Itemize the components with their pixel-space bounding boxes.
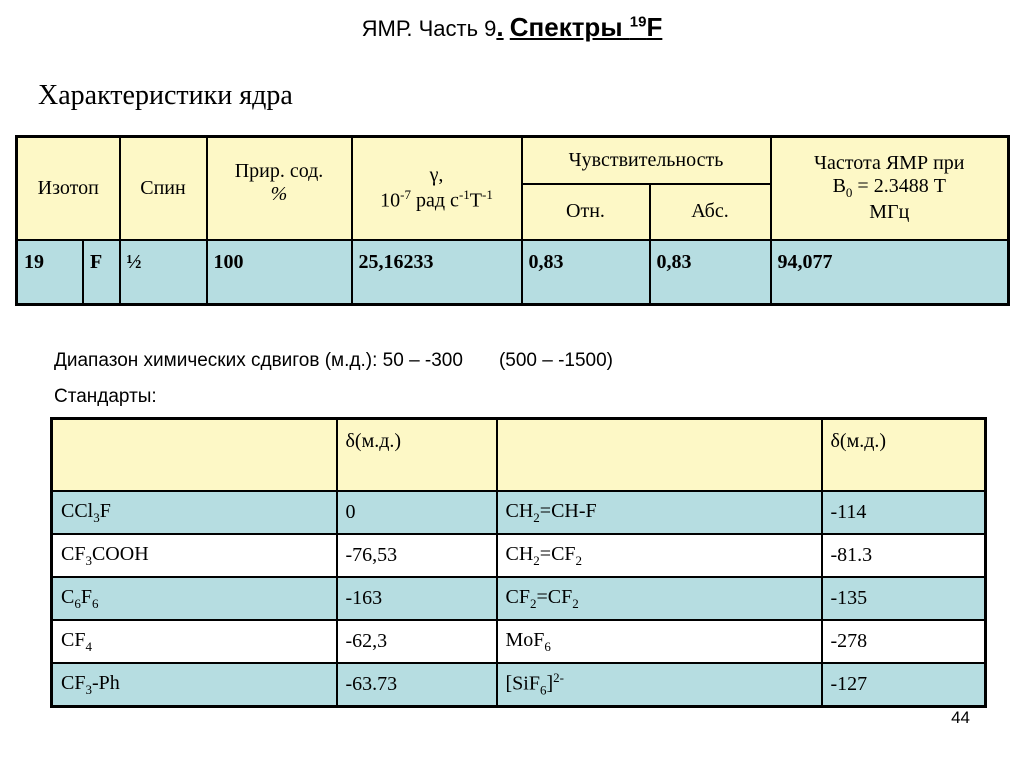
std-shift-1: -62,3: [337, 620, 497, 663]
formula-part: 4: [85, 638, 92, 654]
formula-part: CF: [505, 585, 530, 608]
std-compound-2: [497, 663, 822, 707]
formula-part: MoF: [505, 628, 545, 651]
std-compound-2: [497, 491, 822, 534]
page-number: 44: [951, 708, 970, 727]
formula-part: CF: [61, 628, 86, 651]
std-shift-2: -81.3: [822, 534, 986, 577]
std-shift-2: -127: [822, 663, 986, 707]
formula-part: 3: [93, 509, 100, 525]
formula-part: CF: [61, 542, 86, 565]
cell-gamma: 25,16233: [352, 240, 522, 305]
formula-part: F: [80, 585, 92, 608]
gamma-exp3: -1: [482, 186, 493, 202]
cell-isotope: [17, 240, 120, 305]
table-row: [52, 491, 986, 534]
formula-part: CCl: [61, 499, 94, 522]
gamma-t: Т: [469, 189, 482, 212]
std-header-shift-2: δ(м.д.): [822, 419, 986, 492]
shift-range-label: Диапазон химических сдвигов (м.д.): 50 – -300: [54, 350, 463, 371]
formula-part: COOH: [91, 542, 149, 565]
header-sensitivity-rel: Отн.: [522, 184, 650, 240]
header-sensitivity: Чувствительность: [522, 137, 771, 184]
table-row: [52, 534, 986, 577]
table-row: [52, 577, 986, 620]
formula-part: CH: [505, 542, 534, 565]
cell-rel: 0,83: [522, 240, 650, 305]
gamma-prefix: 10: [380, 189, 401, 212]
formula-part: -Ph: [91, 671, 120, 694]
std-compound-2: [497, 620, 822, 663]
header-frequency-line1: Частота ЯМР при: [814, 152, 965, 175]
formula-part: CH: [505, 499, 534, 522]
std-compound-2: [497, 577, 822, 620]
formula-part: ]: [546, 672, 554, 695]
formula-part: 6: [91, 595, 99, 611]
std-shift-1: 0: [337, 491, 497, 534]
formula-part: =CH-F: [539, 499, 597, 522]
std-shift-2: -278: [822, 620, 986, 663]
formula-part: 2-: [553, 670, 564, 686]
cell-element: F: [90, 250, 103, 273]
table-row: [52, 620, 986, 663]
std-header-compound-2: [497, 419, 822, 492]
header-spin: Спин: [120, 137, 207, 240]
formula-part: 2: [533, 509, 540, 525]
cell-abundance: 100: [207, 240, 352, 305]
std-shift-2: -135: [822, 577, 986, 620]
std-compound-1: [52, 663, 337, 707]
title-isotope-mass: 19: [629, 13, 647, 31]
gamma-mid: рад с: [411, 189, 459, 212]
header-frequency-line3: МГц: [869, 201, 910, 224]
freq-sub: 0: [845, 185, 853, 201]
formula-part: =CF: [539, 542, 576, 565]
std-shift-1: -163: [337, 577, 497, 620]
header-frequency: [771, 137, 1009, 240]
formula-part: =CF: [536, 585, 573, 608]
title-main: [510, 12, 663, 42]
header-abundance-line1: Прир. сод.: [234, 160, 324, 182]
formula-part: 2: [575, 552, 583, 568]
shift-range: [54, 350, 613, 372]
std-shift-1: -76,53: [337, 534, 497, 577]
formula-part: 6: [74, 595, 81, 611]
formula-part: 2: [533, 552, 540, 568]
std-compound-1: [52, 534, 337, 577]
std-header-shift-1: δ(м.д.): [337, 419, 497, 492]
formula-part: CF: [61, 671, 86, 694]
std-compound-1: [52, 620, 337, 663]
gamma-exp1: -7: [400, 186, 411, 202]
std-compound-1: [52, 577, 337, 620]
formula-part: [SiF: [505, 672, 540, 695]
title-dot: .: [496, 12, 504, 42]
formula-part: 2: [529, 595, 537, 611]
cell-abs: 0,83: [650, 240, 771, 305]
formula-part: 3: [85, 552, 92, 568]
formula-part: 2: [572, 595, 579, 611]
page-title: [0, 12, 1024, 43]
formula-part: 3: [85, 681, 92, 697]
header-frequency-line2: [776, 175, 1004, 201]
gamma-exp2: -1: [458, 186, 470, 202]
header-gamma-line1: γ,: [429, 163, 444, 186]
std-shift-1: -63.73: [337, 663, 497, 707]
formula-part: 6: [544, 638, 551, 654]
shift-range-extended: (500 – -1500): [498, 350, 614, 371]
standards-label: Стандарты:: [54, 386, 157, 407]
std-compound-2: [497, 534, 822, 577]
freq-val: = 2.3488 Т: [852, 175, 946, 198]
header-abundance: [207, 137, 352, 240]
title-part: ЯМР. Часть 9: [361, 16, 497, 41]
table-row: [52, 663, 986, 707]
cell-spin: ½: [120, 240, 207, 305]
header-abundance-line2: %: [270, 183, 288, 205]
header-isotope: Изотоп: [17, 137, 120, 240]
std-shift-2: -114: [822, 491, 986, 534]
formula-part: C: [61, 585, 75, 608]
std-compound-1: [52, 491, 337, 534]
title-main-text: Спектры: [509, 12, 623, 42]
header-sensitivity-abs: Абс.: [650, 184, 771, 240]
freq-b: B: [832, 175, 846, 198]
title-nucleus: F: [646, 12, 663, 42]
cell-frequency: 94,077: [771, 240, 1009, 305]
nucleus-table: [15, 135, 1010, 306]
standards-table: [50, 417, 987, 708]
header-gamma-line2: [357, 187, 517, 213]
header-gamma: [352, 137, 522, 240]
formula-part: 6: [539, 682, 547, 698]
cell-mass: 19: [18, 241, 84, 303]
section-heading: Характеристики ядра: [38, 80, 293, 111]
std-header-compound-1: [52, 419, 337, 492]
formula-part: F: [99, 499, 111, 522]
